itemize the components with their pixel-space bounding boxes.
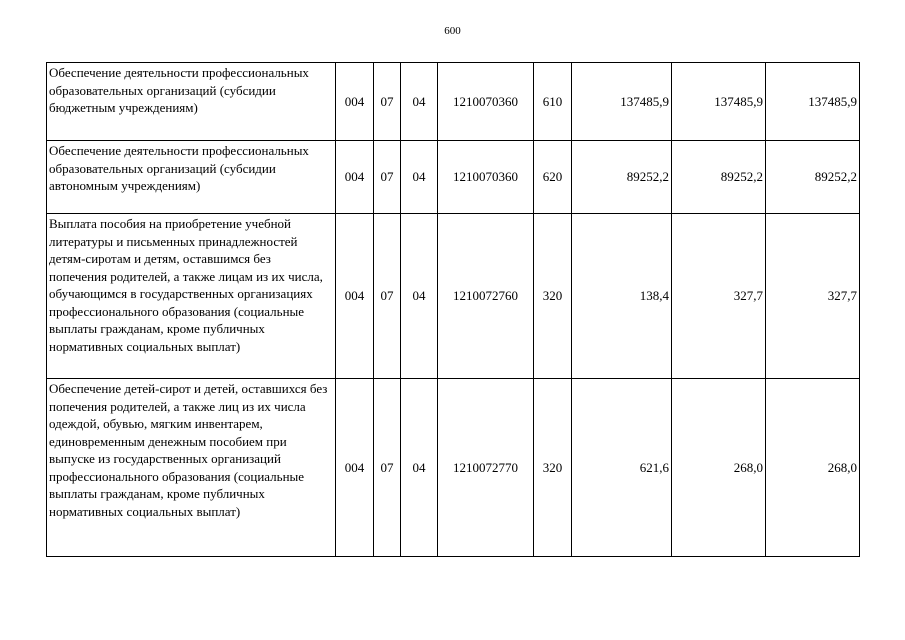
admin-code-cell: 004 — [336, 141, 374, 214]
section-code-cell: 07 — [374, 141, 401, 214]
target-article-cell: 1210070360 — [438, 141, 534, 214]
expense-type-cell: 320 — [534, 214, 572, 379]
section-code-cell: 07 — [374, 379, 401, 557]
amount-2-cell: 137485,9 — [672, 63, 766, 141]
expense-type-cell: 620 — [534, 141, 572, 214]
amount-1-cell: 138,4 — [572, 214, 672, 379]
row-description: Выплата пособия на приобретение учебной литературы и письменных принадлежностей детям-сиротам и детям, оставшимся без попечения родителей, а также лицам из их числа, обучающимся в государственных организациях профессионального образования (социальные выплаты гражданам, кроме публичных нормативных социальных выплат) — [47, 214, 336, 379]
amount-3-cell: 268,0 — [766, 379, 860, 557]
amount-2-cell: 327,7 — [672, 214, 766, 379]
budget-table — [46, 62, 860, 557]
amount-2-cell: 89252,2 — [672, 141, 766, 214]
target-article-cell: 1210070360 — [438, 63, 534, 141]
target-article-cell: 1210072760 — [438, 214, 534, 379]
table-row — [47, 379, 860, 557]
amount-1-cell: 89252,2 — [572, 141, 672, 214]
table-row — [47, 141, 860, 214]
subsection-code-cell: 04 — [401, 214, 438, 379]
table-row — [47, 214, 860, 379]
amount-2-cell: 268,0 — [672, 379, 766, 557]
admin-code-cell: 004 — [336, 214, 374, 379]
amount-3-cell: 89252,2 — [766, 141, 860, 214]
section-code-cell: 07 — [374, 214, 401, 379]
table-row — [47, 63, 860, 141]
expense-type-cell: 320 — [534, 379, 572, 557]
subsection-code-cell: 04 — [401, 379, 438, 557]
page-number: 600 — [444, 25, 461, 37]
row-description: Обеспечение деятельности профессиональных образовательных организаций (субсидии бюджетным учреждениям) — [47, 63, 336, 141]
amount-1-cell: 137485,9 — [572, 63, 672, 141]
section-code-cell: 07 — [374, 63, 401, 141]
subsection-code-cell: 04 — [401, 141, 438, 214]
expense-type-cell: 610 — [534, 63, 572, 141]
subsection-code-cell: 04 — [401, 63, 438, 141]
row-description: Обеспечение детей-сирот и детей, оставшихся без попечения родителей, а также лиц из их числа одеждой, обувью, мягким инвентарем, единовременным денежным пособием при выпуске из государственных организаций профессионального образования (социальные выплаты гражданам, кроме публичных нормативных социальных выплат) — [47, 379, 336, 557]
amount-3-cell: 327,7 — [766, 214, 860, 379]
amount-1-cell: 621,6 — [572, 379, 672, 557]
admin-code-cell: 004 — [336, 379, 374, 557]
row-description: Обеспечение деятельности профессиональных образовательных организаций (субсидии автономным учреждениям) — [47, 141, 336, 214]
amount-3-cell: 137485,9 — [766, 63, 860, 141]
admin-code-cell: 004 — [336, 63, 374, 141]
target-article-cell: 1210072770 — [438, 379, 534, 557]
